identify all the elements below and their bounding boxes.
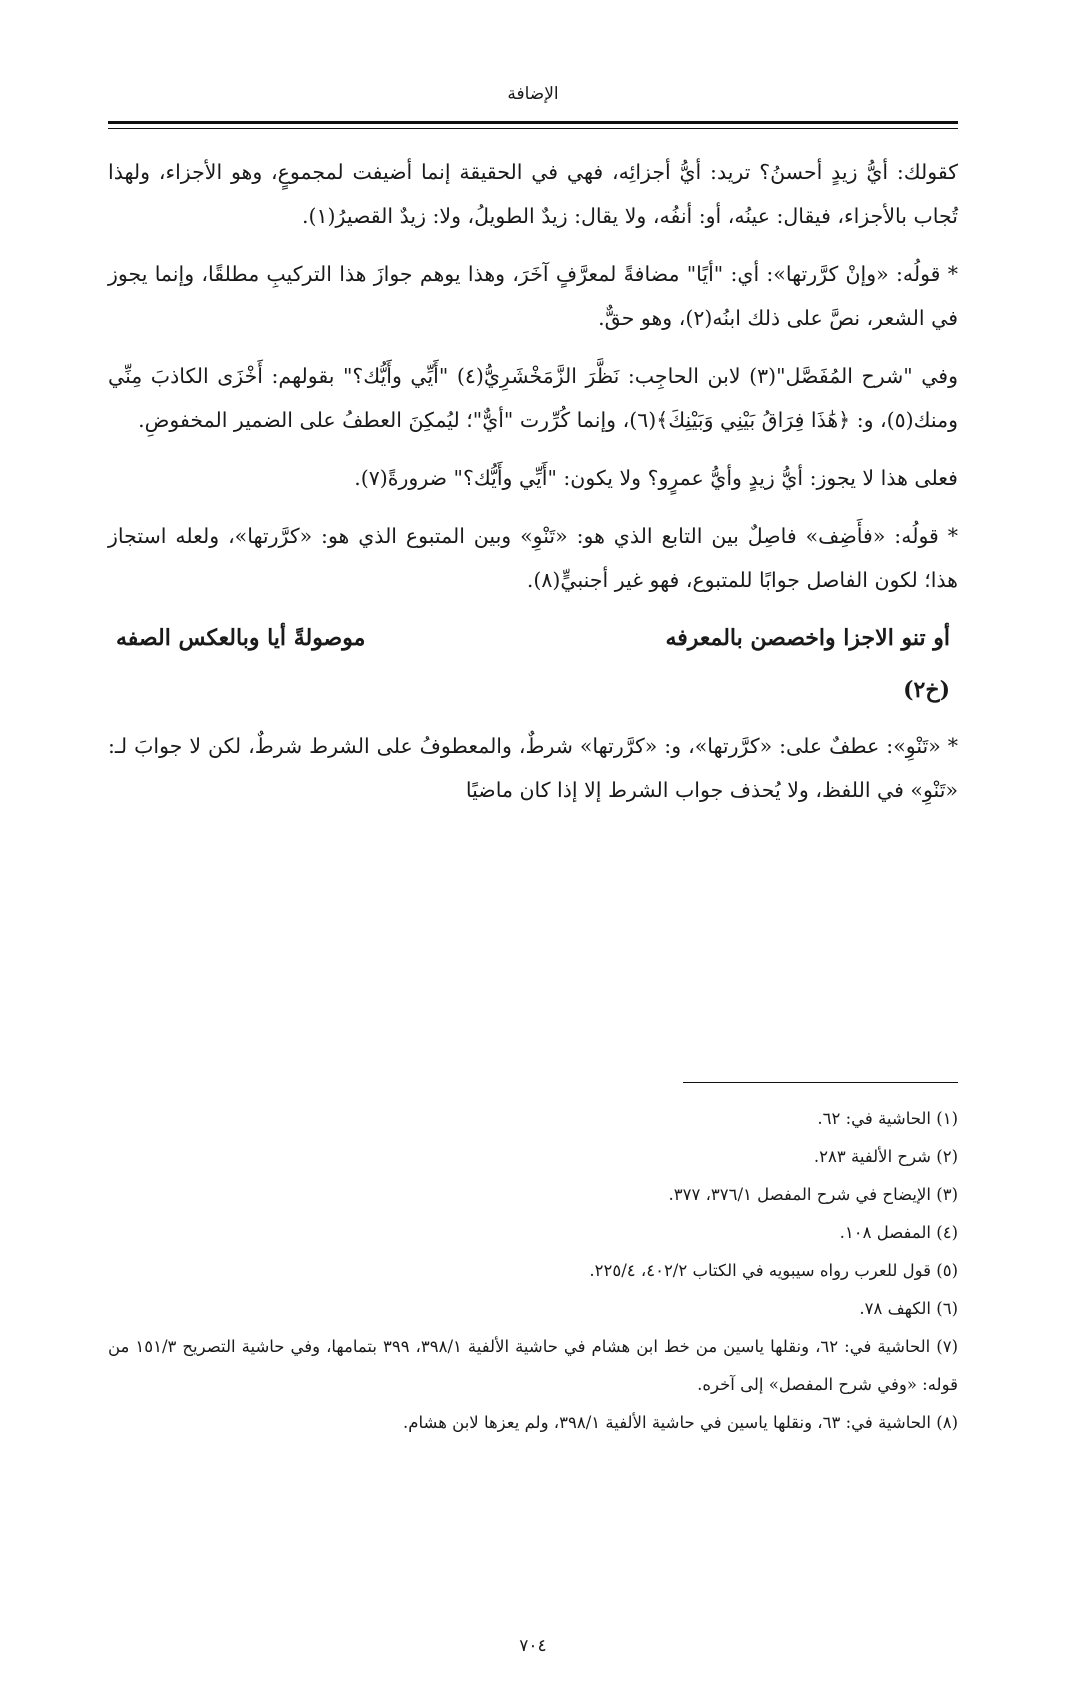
running-header: الإضافة — [507, 84, 559, 104]
footnote-2: (٢) شرح الألفية ٢٨٣. — [813, 1147, 958, 1166]
footnote-8: (٨) الحاشية في: ٦٣، ونقلها ياسين في حاشية الألفية ٣٩٨/١، ولم يعزها لابن هشام. — [402, 1413, 958, 1432]
paragraph-1: كقولك: أيُّ زيدٍ أحسنُ؟ تريد: أيُّ أجزائِه، فهي في الحقيقة إنما أضيفت لمجموعٍ، وهو الأجزاء، ولهذا تُجاب بالأجزاء، فيقال: عينُه، أو: أنفُه، ولا يقال: زيدٌ الطويلُ، ولا: زيدٌ القصيرُ(١). — [108, 160, 958, 228]
footnotes — [108, 1100, 958, 1442]
paragraph-4: فعلى هذا لا يجوز: أيُّ زيدٍ وأيُّ عمرٍو؟ ولا يكون: "أَيِّي وأَيُّك؟" ضرورةً(٧). — [354, 466, 958, 490]
header-rule-thin — [108, 128, 958, 129]
footnote-separator — [683, 1082, 958, 1083]
verse-code: (خ٢) — [903, 677, 950, 703]
paragraph-5: * قولُه: «فأَضِف» فاصِلٌ بين التابع الذي هو: «تَنْوِ» وبين المتبوع الذي هو: «كرَّرتها»، ولعله استجاز هذا؛ لكون الفاصل جوابًا للمتبوع، فهو غير أجنبيٍّ(٨). — [108, 524, 958, 592]
closing-paragraph: * «تَنْوِ»: عطفٌ على: «كرَّرتها»، و: «كرَّرتها» شرطٌ، والمعطوفُ على الشرط شرطٌ، لكن لا جوابَ لـ: «تَنْوِ» في اللفظ، ولا يُحذف جواب الشرط إلا إذا كان ماضيًا — [108, 734, 958, 802]
footnote-7: (٧) الحاشية في: ٦٢، ونقلها ياسين من خط ابن هشام في حاشية الألفية ٣٩٨/١، ٣٩٩ بتمامها، وفي حاشية التصريح ١٥١/٣ من قوله: «وفي شرح المفصل» إلى آخره. — [108, 1337, 958, 1394]
main-text — [108, 150, 958, 826]
footnote-3: (٣) الإيضاح في شرح المفصل ٣٧٦/١، ٣٧٧. — [668, 1185, 958, 1204]
paragraph-3: وفي "شرح المُفَصَّل"(٣) لابن الحاجِب: نَظَّرَ الزَّمَخْشَرِيُّ(٤) "أَيِّي وأَيُّك؟" بقولهم: أَخْزَى الكاذبَ مِنِّي ومنك(٥)، و: ﴿هَٰذَا فِرَاقُ بَيْنِي وَبَيْنِكَ﴾(٦)، وإنما كُرِّرت "أيٌّ"؛ ليُمكِنَ العطفُ على الضمير المخفوضِ. — [108, 364, 958, 432]
footnote-1: (١) الحاشية في: ٦٢. — [817, 1109, 958, 1128]
verse-first-hemistich: أو تنو الاجزا واخصصن بالمعرفه — [665, 625, 950, 651]
document-page — [108, 0, 958, 1698]
footnote-5: (٥) قول للعرب رواه سيبويه في الكتاب ٤٠٢/٢، ٢٢٥/٤. — [589, 1261, 958, 1280]
page-number: ٧٠٤ — [519, 1636, 547, 1656]
footnote-4: (٤) المفصل ١٠٨. — [839, 1223, 958, 1242]
header-rule-thick — [108, 121, 958, 124]
verse-second-hemistich: موصولةً أيا وبالعكس الصفه — [116, 625, 366, 651]
verse-line — [108, 616, 958, 660]
footnote-6: (٦) الكهف ٧٨. — [859, 1299, 958, 1318]
paragraph-2: * قولُه: «وإنْ كرَّرتها»: أي: "أيًا" مضافةً لمعرَّفٍ آخَرَ، وهذا يوهم جوازَ هذا التركيبِ مطلقًا، وإنما يجوز في الشعر، نصَّ على ذلك ابنُه(٢)، وهو حقٌّ. — [108, 262, 958, 330]
